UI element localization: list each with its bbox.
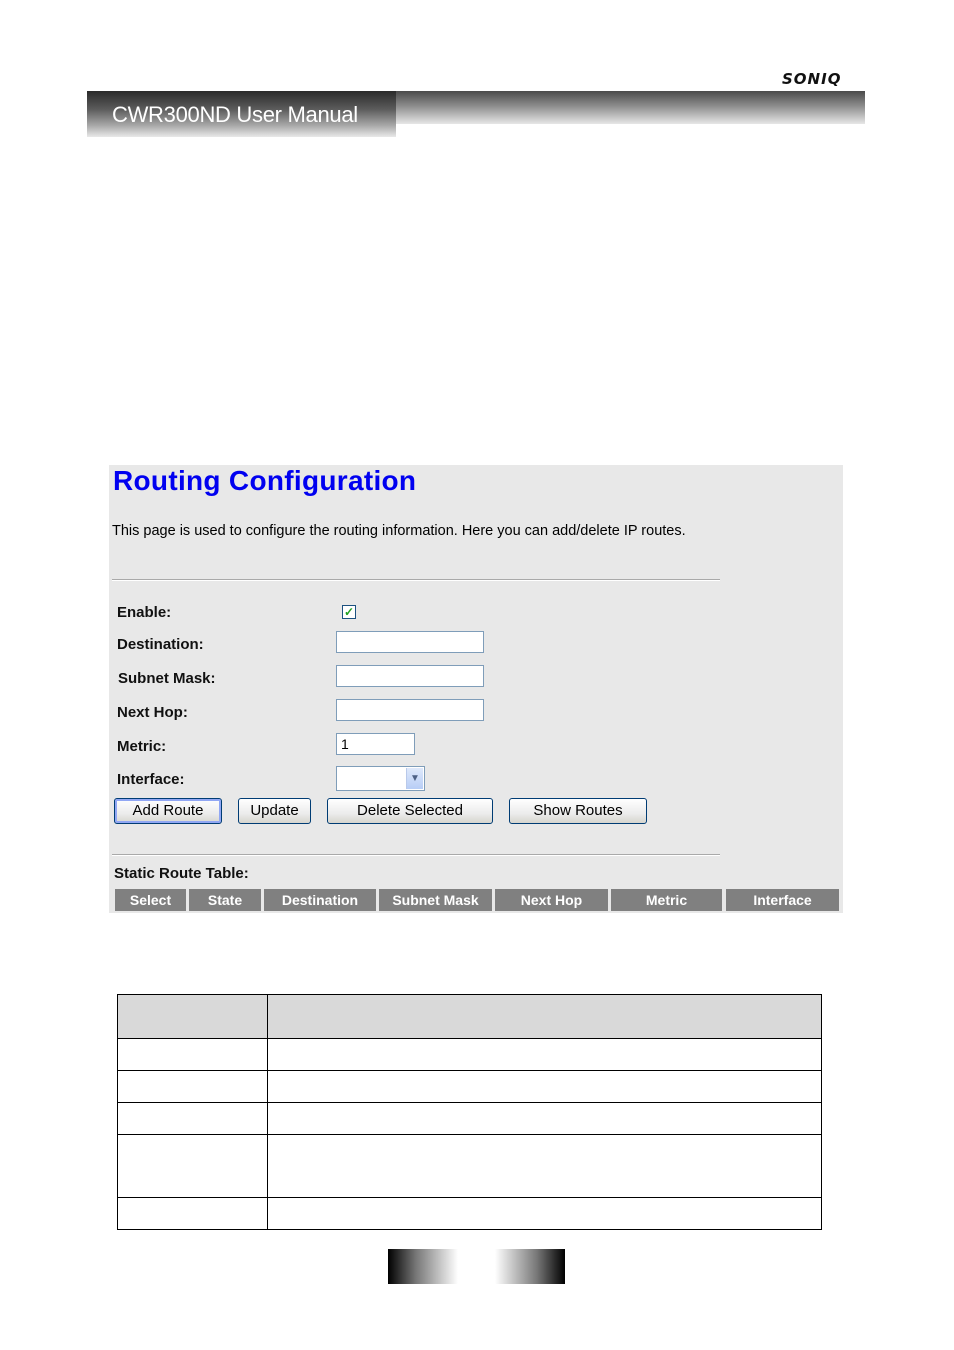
destination-input[interactable] xyxy=(336,631,484,653)
table-cell xyxy=(118,995,268,1039)
table-cell xyxy=(118,1135,268,1198)
table-row xyxy=(118,1103,822,1135)
divider-bottom xyxy=(112,854,720,856)
table-row xyxy=(118,1071,822,1103)
subnet-mask-input[interactable] xyxy=(336,665,484,687)
destination-label: Destination: xyxy=(117,636,204,653)
enable-checkbox[interactable] xyxy=(342,605,356,619)
table-cell xyxy=(268,1039,822,1071)
page-title: Routing Configuration xyxy=(113,465,417,496)
delete-selected-button[interactable]: Delete Selected xyxy=(327,798,493,824)
table-cell xyxy=(118,1103,268,1135)
interface-select[interactable] xyxy=(336,766,425,791)
show-routes-button[interactable]: Show Routes xyxy=(509,798,647,824)
table-cell xyxy=(268,1103,822,1135)
footer-gradient-right xyxy=(495,1249,565,1284)
subnet-mask-label: Subnet Mask: xyxy=(118,670,216,687)
column-header-interface: Interface xyxy=(726,889,839,911)
metric-label: Metric: xyxy=(117,738,167,755)
next-hop-label: Next Hop: xyxy=(117,704,188,721)
table-cell xyxy=(118,1039,268,1071)
column-header-select: Select xyxy=(115,889,186,911)
page-description: This page is used to configure the routing information. Here you can add/delete IP routes. xyxy=(112,523,686,539)
next-hop-input[interactable] xyxy=(336,699,484,721)
enable-label: Enable: xyxy=(117,604,172,621)
table-row xyxy=(118,1135,822,1198)
table-row xyxy=(118,1198,822,1230)
chevron-down-icon[interactable]: ▼ xyxy=(406,768,423,789)
interface-label: Interface: xyxy=(117,771,185,788)
table-row xyxy=(118,1039,822,1071)
column-header-metric: Metric xyxy=(611,889,722,911)
check-icon: ✓ xyxy=(343,605,355,619)
brand-logo: SONIQ xyxy=(782,70,842,88)
update-button[interactable]: Update xyxy=(238,798,311,824)
routing-config-panel xyxy=(109,465,843,913)
table-header-row xyxy=(118,995,822,1039)
column-header-destination: Destination xyxy=(264,889,376,911)
table-cell xyxy=(118,1198,268,1230)
add-route-button[interactable]: Add Route xyxy=(114,798,222,824)
parameter-description-table xyxy=(117,994,822,1230)
divider-top xyxy=(112,579,720,581)
column-header-subnet-mask: Subnet Mask xyxy=(379,889,492,911)
manual-title: CWR300ND User Manual xyxy=(112,102,358,127)
column-header-next-hop: Next Hop xyxy=(495,889,608,911)
table-cell xyxy=(268,1198,822,1230)
table-cell xyxy=(268,995,822,1039)
footer-gradient-left xyxy=(388,1249,458,1284)
static-route-table-title: Static Route Table: xyxy=(114,865,249,882)
metric-input[interactable]: 1 xyxy=(336,733,415,755)
table-cell xyxy=(118,1071,268,1103)
table-cell xyxy=(268,1071,822,1103)
column-header-state: State xyxy=(189,889,261,911)
table-cell xyxy=(268,1135,822,1198)
